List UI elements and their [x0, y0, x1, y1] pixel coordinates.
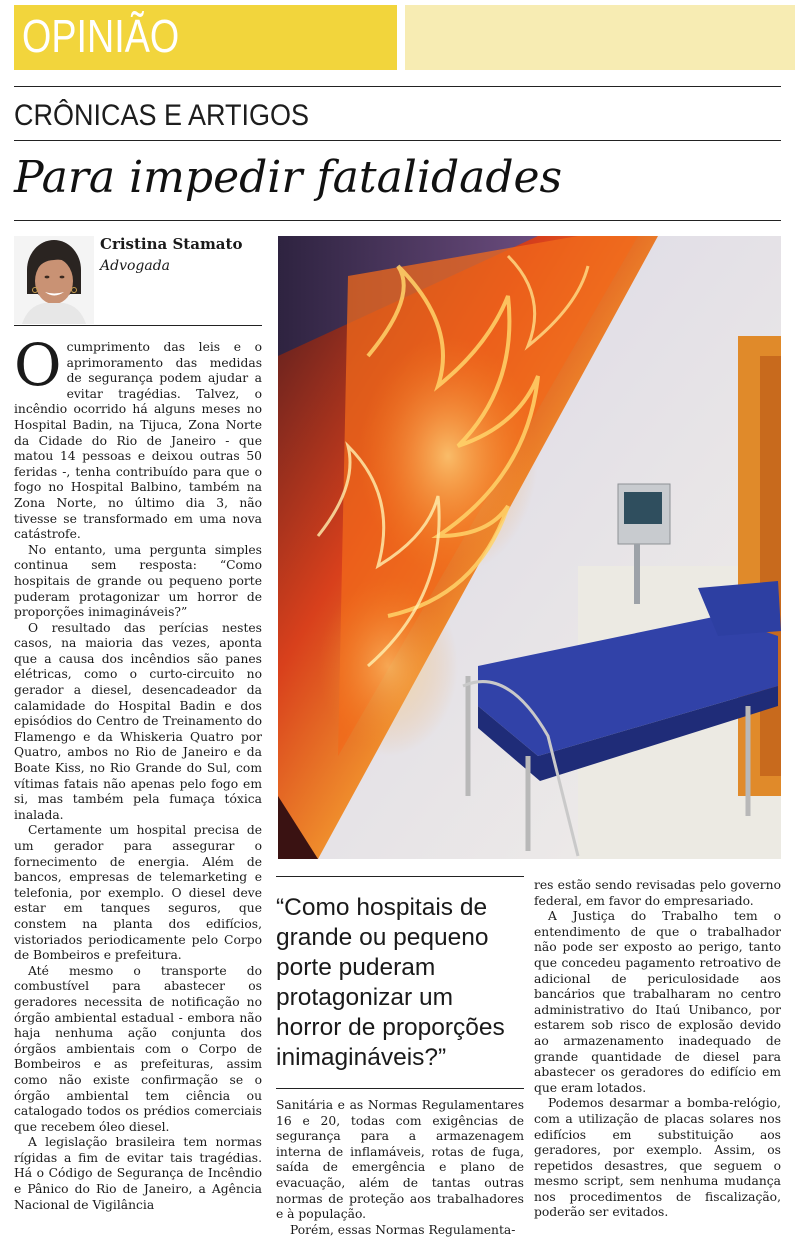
paragraph: No entanto, uma pergunta simples continua sem resposta: “Como hospitais de grande ou pequeno porte puderam protagonizar um horror de proporções inimagináveis?” — [14, 542, 262, 620]
paragraph: Sanitária e as Normas Regulamentares 16 e 20, todas com exigências de segurança para a armazenagem interna de inflamáveis, rotas de fuga, saída de emergência e plano de evacuação, além de tantas outras normas de proteção aos trabalhadores e à população. — [276, 1098, 524, 1222]
paragraph: Até mesmo o transporte do combustível para abastecer os geradores necessita de notificação no órgão ambiental estadual - embora não haja nenhuma ação conjunta dos órgãos ambientais com o Corpo de Bombeiros e as prefeituras, assim como não existe confirmação se o órgão ambiental tem ciência ou catalogado todos os prédios comerciais que recebem óleo diesel. — [14, 963, 262, 1134]
article-column-1 — [14, 340, 262, 1252]
kicker-rule — [14, 140, 781, 141]
paragraph: Ocumprimento das leis e o aprimoramento das medidas de segurança podem ajudar a evitar tragédias. Talvez, o incêndio ocorrido há alguns meses no Hospital Badin, na Tijuca, Zona Norte da Cidade do Rio de Janeiro - que matou 14 pessoas e deixou outras 50 feridas -, tenha contribuído para que o fogo no Hospital Balbino, também na Zona Norte, no último dia 3, não tivesse se transformado em uma nova catástrofe. — [14, 340, 262, 542]
drop-cap: O — [14, 340, 62, 399]
pull-quote: “Como hospitais de grande ou pequeno porte puderam protagonizar um horror de proporções inimagináveis?” — [276, 894, 505, 1071]
section-title: OPINIÃO — [22, 10, 180, 62]
headline-rule — [14, 220, 781, 221]
headline: Para impedir fatalidades — [14, 152, 563, 203]
paragraph: A Justiça do Trabalho tem o entendimento de que o trabalhador não pode ser exposto ao perigo, tanto que concedeu pagamento retroativo de adicional de periculosidade aos bancários que trabalharam no centro administrativo do Itaú Unibanco, por estarem sob risco de explosão devido ao armazenamento inadequado de grande quantidade de diesel para abastecer os geradores do edifício em que eram lotados. — [534, 909, 781, 1095]
kicker: CRÔNICAS E ARTIGOS — [14, 99, 310, 132]
author-photo — [14, 236, 94, 324]
paragraph: Porém, essas Normas Regulamenta- — [290, 1222, 516, 1237]
quote-rule-bottom — [276, 1088, 524, 1089]
paragraph: res estão sendo revisadas pelo governo federal, em favor do empresariado. — [534, 878, 781, 908]
article-column-2 — [276, 1098, 524, 1254]
byline-rule — [14, 325, 262, 326]
paragraph: Podemos desarmar a bomba-relógio, com a utilização de placas solares nos edifícios em substituição aos geradores, por exemplo. Assim, os repetidos desastres, que seguem o mesmo script, sem nenhuma mudança nos procedimentos de fiscalização, poderão ser evitados. — [534, 1096, 781, 1220]
section-band-extension — [405, 5, 795, 70]
quote-rule-top — [276, 876, 524, 877]
article-column-3 — [534, 878, 781, 1254]
paragraph: A legislação brasileira tem normas rígidas a fim de evitar tais tragédias. Há o Código de Segurança de Incêndio e Pânico do Rio de Janeiro, a Agência Nacional de Vigilância — [14, 1135, 262, 1212]
header-rule — [14, 86, 781, 87]
author-role: Advogada — [100, 258, 171, 274]
paragraph: O resultado das perícias nestes casos, na maioria das vezes, aponta que a causa dos incêndios são panes elétricas, como o curto-circuito no gerador a diesel, desencadeador da calamidade do Hospital Badin e dos episódios do Centro de Treinamento do Flamengo e da Whiskeria Quatro por Quatro, ambos no Rio de Janeiro e da Boate Kiss, no Rio Grande do Sul, com vítimas fatais não apenas pelo fogo em si, mas também pela fumaça tóxica inalada. — [14, 620, 262, 822]
author-name: Cristina Stamato — [100, 235, 243, 253]
illustration-fire-hospital — [278, 236, 781, 859]
paragraph: Certamente um hospital precisa de um gerador para assegurar o fornecimento de energia. Além de bancos, empresas de telemarketing e telefonia, por exemplo. O diesel deve estar em tanques seguros, que constem na planta dos edifícios, vistoriados periodicamente pelo Corpo de Bombeiros e prefeitura. — [14, 823, 262, 963]
